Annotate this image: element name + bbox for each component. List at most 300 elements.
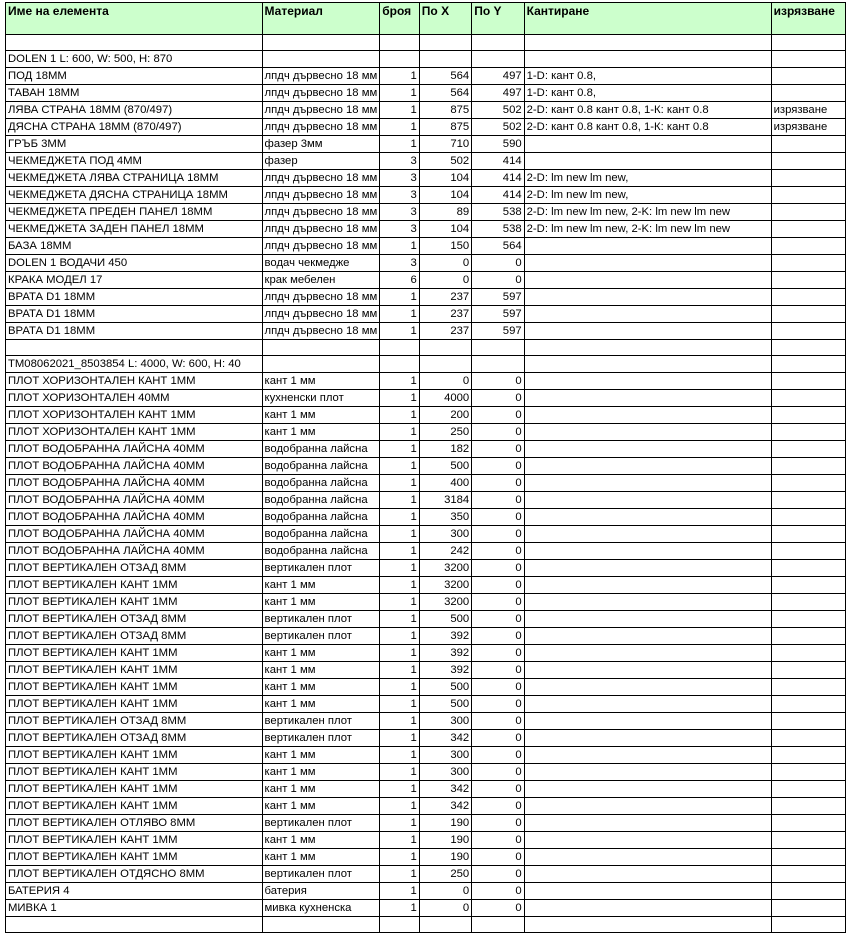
cell-material[interactable]: лпдч дървесно 18 мм [262,238,380,255]
cell-qty[interactable]: 3 [380,187,420,204]
cell-material[interactable]: кант 1 мм [262,747,380,764]
cell-cut[interactable] [771,289,845,306]
empty-cell[interactable] [6,35,263,51]
cell-y[interactable]: 502 [472,102,524,119]
cell-edge[interactable] [524,492,771,509]
cell-material[interactable]: лпдч дървесно 18 мм [262,85,380,102]
cell-y[interactable]: 414 [472,153,524,170]
cell-name[interactable]: ПЛОТ ВЕРТИКАЛЕН КАНТ 1ММ [6,577,263,594]
cell-edge[interactable]: 2-D: lm new lm new, 2-K: lm new lm new [524,221,771,238]
cell-name[interactable]: DOLEN 1 ВОДАЧИ 450 [6,255,263,272]
cell-name[interactable]: ПЛОТ ВЕРТИКАЛЕН КАНТ 1ММ [6,679,263,696]
cell-cut[interactable] [771,577,845,594]
empty-cell[interactable] [524,340,771,356]
cell-material[interactable]: лпдч дървесно 18 мм [262,187,380,204]
cell-name[interactable]: ПЛОТ ВЕРТИКАЛЕН КАНТ 1ММ [6,849,263,866]
cell-cut[interactable]: изрязване [771,102,845,119]
cell-y[interactable]: 0 [472,407,524,424]
cell-qty[interactable]: 1 [380,713,420,730]
cell-x[interactable]: 342 [419,798,471,815]
cell-y[interactable]: 0 [472,560,524,577]
cell-edge[interactable] [524,883,771,900]
cell-name[interactable]: ЧЕКМЕДЖЕТА ПРЕДЕН ПАНЕЛ 18ММ [6,204,263,221]
cell-qty[interactable]: 1 [380,577,420,594]
cell-x[interactable]: 3200 [419,560,471,577]
cell-x[interactable]: 104 [419,187,471,204]
cell-y[interactable]: 497 [472,68,524,85]
cell-cut[interactable] [771,543,845,560]
cell-edge[interactable] [524,424,771,441]
cell-edge[interactable] [524,900,771,917]
cell-edge[interactable] [524,526,771,543]
cell-y[interactable]: 502 [472,119,524,136]
cell-cut[interactable] [771,764,845,781]
cell-qty[interactable]: 1 [380,509,420,526]
cell-edge[interactable]: 1-D: кант 0.8, [524,68,771,85]
cell-qty[interactable]: 1 [380,900,420,917]
cell-edge[interactable] [524,475,771,492]
cell-name[interactable]: ПЛОТ ХОРИЗОНТАЛЕН КАНТ 1ММ [6,407,263,424]
cell-name[interactable]: ПЛОТ ВОДОБРАННА ЛАЙСНА 40ММ [6,526,263,543]
cell-y[interactable]: 0 [472,645,524,662]
cell-edge[interactable] [524,747,771,764]
cell-x[interactable]: 0 [419,255,471,272]
cell-edge[interactable] [524,407,771,424]
cell-qty[interactable]: 1 [380,102,420,119]
cell-y[interactable]: 0 [472,832,524,849]
cell-cut[interactable] [771,475,845,492]
cell-name[interactable]: ПЛОТ ВОДОБРАННА ЛАЙСНА 40ММ [6,492,263,509]
cell-cut[interactable] [771,849,845,866]
cell-material[interactable]: вертикален плот [262,713,380,730]
cell-qty[interactable]: 1 [380,832,420,849]
cell-cut[interactable] [771,866,845,883]
cell-y[interactable]: 0 [472,492,524,509]
cell-qty[interactable]: 1 [380,645,420,662]
cell-qty[interactable]: 1 [380,119,420,136]
cell-y[interactable]: 538 [472,221,524,238]
empty-cell[interactable] [6,917,263,933]
cell-x[interactable]: 300 [419,747,471,764]
cell-qty[interactable]: 1 [380,424,420,441]
header-y[interactable]: По Y [472,3,524,35]
cell-cut[interactable] [771,832,845,849]
cell-qty[interactable]: 3 [380,170,420,187]
empty-cell[interactable] [472,340,524,356]
cell-x[interactable]: 300 [419,713,471,730]
empty-cell[interactable] [419,917,471,933]
empty-cell[interactable] [771,51,845,68]
cell-x[interactable]: 500 [419,679,471,696]
cell-x[interactable]: 300 [419,764,471,781]
cell-material[interactable]: батерия [262,883,380,900]
cell-edge[interactable] [524,730,771,747]
cell-qty[interactable]: 1 [380,730,420,747]
cell-edge[interactable] [524,577,771,594]
cell-x[interactable]: 104 [419,170,471,187]
cell-edge[interactable] [524,679,771,696]
cell-qty[interactable]: 3 [380,255,420,272]
empty-cell[interactable] [524,917,771,933]
cell-y[interactable]: 0 [472,798,524,815]
cell-cut[interactable] [771,458,845,475]
cell-y[interactable]: 0 [472,577,524,594]
cell-material[interactable]: вертикален плот [262,815,380,832]
cell-material[interactable]: водобранна лайсна [262,458,380,475]
empty-cell[interactable] [262,917,380,933]
cell-material[interactable]: кант 1 мм [262,662,380,679]
cell-qty[interactable]: 1 [380,475,420,492]
cell-material[interactable]: лпдч дървесно 18 мм [262,221,380,238]
empty-cell[interactable] [6,340,263,356]
empty-cell[interactable] [771,340,845,356]
cell-material[interactable]: кант 1 мм [262,577,380,594]
cell-x[interactable]: 242 [419,543,471,560]
cell-x[interactable]: 400 [419,475,471,492]
cell-name[interactable]: ПЛОТ ВОДОБРАННА ЛАЙСНА 40ММ [6,509,263,526]
cell-edge[interactable] [524,458,771,475]
cell-edge[interactable] [524,628,771,645]
cell-y[interactable]: 0 [472,373,524,390]
cell-qty[interactable]: 1 [380,696,420,713]
cell-qty[interactable]: 1 [380,526,420,543]
cell-cut[interactable] [771,373,845,390]
cell-name[interactable]: ВРАТА D1 18ММ [6,323,263,340]
cell-cut[interactable] [771,204,845,221]
cell-x[interactable]: 350 [419,509,471,526]
cell-material[interactable]: мивка кухненска [262,900,380,917]
empty-cell[interactable] [262,51,380,68]
cell-edge[interactable]: 2-D: кант 0.8 кант 0.8, 1-К: кант 0.8 [524,102,771,119]
cell-name[interactable]: ПЛОТ ВЕРТИКАЛЕН КАНТ 1ММ [6,798,263,815]
cell-material[interactable]: лпдч дървесно 18 мм [262,102,380,119]
cell-y[interactable]: 0 [472,475,524,492]
cell-cut[interactable] [771,798,845,815]
cell-material[interactable]: водобранна лайсна [262,526,380,543]
cell-name[interactable]: ЧЕКМЕДЖЕТА ЗАДЕН ПАНЕЛ 18ММ [6,221,263,238]
cell-material[interactable]: кант 1 мм [262,798,380,815]
cell-qty[interactable]: 1 [380,594,420,611]
cell-y[interactable]: 0 [472,883,524,900]
empty-cell[interactable] [262,35,380,51]
cell-qty[interactable]: 1 [380,407,420,424]
cell-x[interactable]: 237 [419,289,471,306]
cell-y[interactable]: 0 [472,390,524,407]
cell-name[interactable]: ПЛОТ ВЕРТИКАЛЕН ОТЗАД 8ММ [6,611,263,628]
cell-y[interactable]: 0 [472,679,524,696]
cell-y[interactable]: 0 [472,543,524,560]
empty-cell[interactable] [771,356,845,373]
empty-cell[interactable] [419,35,471,51]
cell-material[interactable]: вертикален плот [262,560,380,577]
empty-cell[interactable] [380,917,420,933]
cell-x[interactable]: 342 [419,781,471,798]
cell-name[interactable]: ПЛОТ ВЕРТИКАЛЕН КАНТ 1ММ [6,662,263,679]
cell-cut[interactable] [771,306,845,323]
cell-x[interactable]: 190 [419,832,471,849]
header-edge[interactable]: Кантиране [524,3,771,35]
cell-y[interactable]: 564 [472,238,524,255]
cell-edge[interactable] [524,272,771,289]
cell-name[interactable]: ЧЕКМЕДЖЕТА ДЯСНА СТРАНИЦА 18ММ [6,187,263,204]
cell-qty[interactable]: 1 [380,611,420,628]
empty-cell[interactable] [472,917,524,933]
cell-x[interactable]: 710 [419,136,471,153]
cell-qty[interactable]: 1 [380,781,420,798]
cell-qty[interactable]: 1 [380,883,420,900]
cell-qty[interactable]: 1 [380,866,420,883]
cell-y[interactable]: 0 [472,747,524,764]
cell-edge[interactable] [524,849,771,866]
cell-y[interactable]: 0 [472,441,524,458]
cell-edge[interactable] [524,323,771,340]
cell-qty[interactable]: 1 [380,628,420,645]
empty-cell[interactable] [419,340,471,356]
cell-material[interactable]: водобранна лайсна [262,475,380,492]
cell-qty[interactable]: 1 [380,458,420,475]
cell-name[interactable]: ПЛОТ ВЕРТИКАЛЕН КАНТ 1ММ [6,747,263,764]
cell-name[interactable]: ПОД 18ММ [6,68,263,85]
cell-x[interactable]: 237 [419,323,471,340]
cell-qty[interactable]: 1 [380,679,420,696]
cell-material[interactable]: водобранна лайсна [262,492,380,509]
cell-name[interactable]: ГРЪБ 3ММ [6,136,263,153]
cell-y[interactable]: 597 [472,323,524,340]
cell-edge[interactable]: 2-D: кант 0.8 кант 0.8, 1-К: кант 0.8 [524,119,771,136]
cell-qty[interactable]: 1 [380,136,420,153]
cell-qty[interactable]: 1 [380,306,420,323]
cell-material[interactable]: водобранна лайсна [262,441,380,458]
cell-cut[interactable] [771,781,845,798]
cell-edge[interactable] [524,866,771,883]
cell-edge[interactable] [524,289,771,306]
empty-cell[interactable] [524,35,771,51]
cell-cut[interactable] [771,509,845,526]
cell-edge[interactable] [524,136,771,153]
cell-qty[interactable]: 1 [380,815,420,832]
cell-y[interactable]: 0 [472,255,524,272]
cell-x[interactable]: 500 [419,458,471,475]
cell-material[interactable]: кант 1 мм [262,594,380,611]
cell-name[interactable]: ПЛОТ ВЕРТИКАЛЕН КАНТ 1ММ [6,594,263,611]
cell-edge[interactable] [524,306,771,323]
cell-edge[interactable]: 1-D: кант 0.8, [524,85,771,102]
cell-cut[interactable] [771,441,845,458]
cell-x[interactable]: 502 [419,153,471,170]
cell-qty[interactable]: 1 [380,543,420,560]
cell-x[interactable]: 190 [419,849,471,866]
cell-x[interactable]: 875 [419,102,471,119]
header-name[interactable]: Име на елемента [6,3,263,35]
cell-material[interactable]: кант 1 мм [262,696,380,713]
cell-cut[interactable] [771,238,845,255]
cell-x[interactable]: 0 [419,900,471,917]
cell-qty[interactable]: 1 [380,85,420,102]
cell-y[interactable]: 0 [472,628,524,645]
empty-cell[interactable] [771,35,845,51]
cell-edge[interactable] [524,662,771,679]
cell-cut[interactable] [771,136,845,153]
empty-cell[interactable] [472,356,524,373]
cell-cut[interactable] [771,747,845,764]
cell-qty[interactable]: 1 [380,662,420,679]
empty-cell[interactable] [419,356,471,373]
cell-cut[interactable]: изрязване [771,119,845,136]
group-label[interactable]: TM08062021_8503854 L: 4000, W: 600, H: 40 [6,356,263,373]
cell-material[interactable]: кант 1 мм [262,781,380,798]
cell-material[interactable]: лпдч дървесно 18 мм [262,204,380,221]
cell-y[interactable]: 0 [472,458,524,475]
cell-cut[interactable] [771,611,845,628]
cell-x[interactable]: 564 [419,85,471,102]
cell-cut[interactable] [771,815,845,832]
group-label[interactable]: DOLEN 1 L: 600, W: 500, H: 870 [6,51,263,68]
cell-edge[interactable] [524,611,771,628]
cell-cut[interactable] [771,85,845,102]
cell-qty[interactable]: 3 [380,204,420,221]
cell-material[interactable]: кант 1 мм [262,832,380,849]
cell-name[interactable]: ПЛОТ ВЕРТИКАЛЕН ОТДЯСНО 8ММ [6,866,263,883]
cell-name[interactable]: БАТЕРИЯ 4 [6,883,263,900]
cell-qty[interactable]: 6 [380,272,420,289]
cell-qty[interactable]: 1 [380,390,420,407]
cell-x[interactable]: 200 [419,407,471,424]
cell-name[interactable]: ТАВАН 18ММ [6,85,263,102]
cell-cut[interactable] [771,424,845,441]
empty-cell[interactable] [380,356,420,373]
cell-qty[interactable]: 1 [380,289,420,306]
cell-name[interactable]: МИВКА 1 [6,900,263,917]
cell-name[interactable]: КРАКА МОДЕЛ 17 [6,272,263,289]
cell-y[interactable]: 0 [472,594,524,611]
cell-name[interactable]: ПЛОТ ВЕРТИКАЛЕН КАНТ 1ММ [6,832,263,849]
cell-cut[interactable] [771,187,845,204]
cell-edge[interactable] [524,255,771,272]
cell-edge[interactable] [524,696,771,713]
cell-cut[interactable] [771,272,845,289]
cell-cut[interactable] [771,255,845,272]
cell-cut[interactable] [771,730,845,747]
cell-name[interactable]: БАЗА 18ММ [6,238,263,255]
cell-x[interactable]: 3200 [419,577,471,594]
cell-x[interactable]: 392 [419,628,471,645]
cell-edge[interactable] [524,815,771,832]
cell-qty[interactable]: 1 [380,798,420,815]
cell-name[interactable]: ПЛОТ ВЕРТИКАЛЕН ОТЗАД 8ММ [6,730,263,747]
cell-material[interactable]: крак мебелен [262,272,380,289]
cell-edge[interactable] [524,764,771,781]
cell-edge[interactable] [524,798,771,815]
cell-y[interactable]: 0 [472,696,524,713]
cell-name[interactable]: ЧЕКМЕДЖЕТА ПОД 4ММ [6,153,263,170]
cell-y[interactable]: 590 [472,136,524,153]
cell-edge[interactable] [524,373,771,390]
cell-y[interactable]: 538 [472,204,524,221]
cell-y[interactable]: 597 [472,306,524,323]
cell-name[interactable]: ПЛОТ ВЕРТИКАЛЕН ОТЗАД 8ММ [6,628,263,645]
cell-qty[interactable]: 3 [380,221,420,238]
cell-name[interactable]: ПЛОТ ВОДОБРАННА ЛАЙСНА 40ММ [6,458,263,475]
cell-x[interactable]: 875 [419,119,471,136]
cell-x[interactable]: 4000 [419,390,471,407]
cell-y[interactable]: 0 [472,730,524,747]
cell-name[interactable]: ПЛОТ ВОДОБРАННА ЛАЙСНА 40ММ [6,543,263,560]
cell-y[interactable]: 0 [472,272,524,289]
cell-qty[interactable]: 1 [380,238,420,255]
cell-material[interactable]: кант 1 мм [262,373,380,390]
cell-cut[interactable] [771,594,845,611]
cell-cut[interactable] [771,900,845,917]
cell-qty[interactable]: 1 [380,68,420,85]
cell-x[interactable]: 300 [419,526,471,543]
cell-edge[interactable] [524,832,771,849]
header-qty[interactable]: броя [380,3,420,35]
cell-y[interactable]: 0 [472,611,524,628]
cell-material[interactable]: кант 1 мм [262,849,380,866]
cell-material[interactable]: фазер 3мм [262,136,380,153]
cell-x[interactable]: 0 [419,883,471,900]
empty-cell[interactable] [524,51,771,68]
cell-edge[interactable] [524,441,771,458]
cell-edge[interactable] [524,594,771,611]
cell-name[interactable]: ПЛОТ ВЕРТИКАЛЕН КАНТ 1ММ [6,696,263,713]
cell-cut[interactable] [771,407,845,424]
cell-material[interactable]: вертикален плот [262,611,380,628]
cell-material[interactable]: лпдч дървесно 18 мм [262,119,380,136]
header-cut[interactable]: изрязване [771,3,845,35]
empty-cell[interactable] [472,51,524,68]
cell-qty[interactable]: 3 [380,153,420,170]
cell-cut[interactable] [771,323,845,340]
cell-x[interactable]: 0 [419,272,471,289]
empty-cell[interactable] [771,917,845,933]
cell-cut[interactable] [771,662,845,679]
cell-x[interactable]: 104 [419,221,471,238]
cell-material[interactable]: кант 1 мм [262,764,380,781]
cell-edge[interactable]: 2-D: lm new lm new, [524,170,771,187]
cell-edge[interactable] [524,560,771,577]
cell-material[interactable]: кухненски плот [262,390,380,407]
cell-material[interactable]: кант 1 мм [262,407,380,424]
cell-y[interactable]: 0 [472,526,524,543]
cell-y[interactable]: 497 [472,85,524,102]
cell-cut[interactable] [771,492,845,509]
cell-cut[interactable] [771,696,845,713]
cell-qty[interactable]: 1 [380,747,420,764]
cell-qty[interactable]: 1 [380,373,420,390]
cell-cut[interactable] [771,645,845,662]
cell-name[interactable]: ПЛОТ ВЕРТИКАЛЕН ОТЛЯВО 8ММ [6,815,263,832]
cell-y[interactable]: 0 [472,764,524,781]
cell-x[interactable]: 3184 [419,492,471,509]
cell-qty[interactable]: 1 [380,323,420,340]
empty-cell[interactable] [380,35,420,51]
cell-name[interactable]: ПЛОТ ВЕРТИКАЛЕН КАНТ 1ММ [6,764,263,781]
cell-material[interactable]: вертикален плот [262,730,380,747]
cell-x[interactable]: 564 [419,68,471,85]
cell-edge[interactable] [524,509,771,526]
cell-edge[interactable] [524,153,771,170]
cell-name[interactable]: ПЛОТ ХОРИЗОНТАЛЕН 40ММ [6,390,263,407]
cell-cut[interactable] [771,526,845,543]
empty-cell[interactable] [419,51,471,68]
cell-name[interactable]: ПЛОТ ВЕРТИКАЛЕН КАНТ 1ММ [6,781,263,798]
header-material[interactable]: Материал [262,3,380,35]
cell-x[interactable]: 392 [419,662,471,679]
cell-y[interactable]: 0 [472,509,524,526]
cell-name[interactable]: ЛЯВА СТРАНА 18ММ (870/497) [6,102,263,119]
cell-x[interactable]: 500 [419,696,471,713]
